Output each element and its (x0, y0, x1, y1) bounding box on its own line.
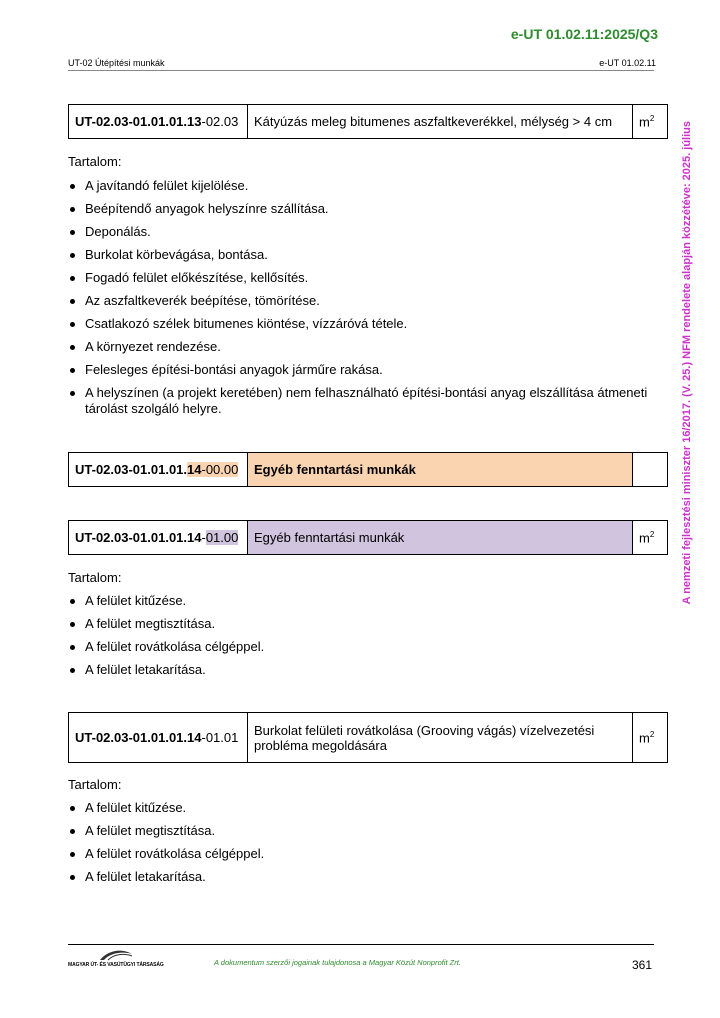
bullet-icon (70, 829, 75, 834)
content-label: Tartalom: (68, 154, 122, 169)
item-title: Egyéb fenntartási munkák (248, 521, 633, 555)
bullet-icon (70, 852, 75, 857)
bullet-icon (70, 299, 75, 304)
list-item: A javítandó felület kijelölése. (68, 178, 648, 194)
list-item: A környezet rendezése. (68, 339, 648, 355)
list-item: A felület kitűzése. (68, 800, 648, 816)
content-list (68, 178, 648, 424)
list-item: Beépítendő anyagok helyszínre szállítása. (68, 201, 648, 217)
item-title: Burkolat felületi rovátkolása (Grooving vágás) vízelvezetési probléma megoldására (248, 713, 633, 763)
page-number: 361 (631, 958, 652, 972)
bullet-icon (70, 207, 75, 212)
item-code: UT-02.03-01.01.01.14-01.00 (69, 521, 248, 555)
bullet-icon (70, 806, 75, 811)
copyright-notice: A dokumentum szerzői jogainak tulajdonosa a Magyar Közút Nonprofit Zrt. (214, 958, 461, 967)
list-item: Deponálás. (68, 224, 648, 240)
item-table-ut-02-03-01-01-01-14-00-00 (68, 452, 668, 487)
list-item: Burkolat körbevágása, bontása. (68, 247, 648, 263)
item-title: Kátyúzás meleg bitumenes aszfaltkeverékkel, mélység > 4 cm (248, 105, 633, 139)
item-table-ut-02-03-01-01-01-13-02-03 (68, 104, 668, 139)
bullet-icon (70, 322, 75, 327)
list-item: A felület letakarítása. (68, 662, 648, 678)
bullet-icon (70, 276, 75, 281)
list-item: Az aszfaltkeverék beépítése, tömörítése. (68, 293, 648, 309)
item-unit: $m^2$ (633, 521, 668, 555)
list-item: A felület kitűzése. (68, 593, 648, 609)
bullet-icon (70, 345, 75, 350)
side-note-text: A nemzeti fejlesztési miniszter 16/2017. (V. 25.) NFM rendelete alapján közzétéve: 2025. július (681, 121, 693, 605)
logo-text: MAGYAR ÚT- ÉS VASÚTÜGYI TÁRSASÁG (68, 962, 164, 968)
bullet-icon (70, 253, 75, 258)
item-table-ut-02-03-01-01-01-14-01-01 (68, 712, 668, 763)
bullet-icon (70, 184, 75, 189)
document-code: e-UT 01.02.11:2025/Q3 (510, 26, 658, 42)
item-code: UT-02.03-01.01.01.13-02.03 (69, 105, 248, 139)
item-unit: $m^2$ (633, 713, 668, 763)
publication-side-note (676, 96, 698, 630)
content-label: Tartalom: (68, 570, 122, 585)
list-item: A felület megtisztítása. (68, 616, 648, 632)
footer-divider (68, 944, 654, 945)
bullet-icon (70, 599, 75, 604)
item-title: Egyéb fenntartási munkák (248, 453, 633, 487)
bullet-icon (70, 645, 75, 650)
bullet-icon (70, 391, 75, 396)
society-logo (68, 948, 164, 972)
content-label: Tartalom: (68, 777, 122, 792)
list-item: A felület letakarítása. (68, 869, 648, 885)
logo-swoosh-icon (98, 948, 134, 962)
list-item: Csatlakozó szélek bitumenes kiöntése, vízzáróvá tétele. (68, 316, 648, 332)
list-item: A felület rovátkolása célgéppel. (68, 639, 648, 655)
content-list (68, 593, 648, 685)
bullet-icon (70, 230, 75, 235)
header-section-title: UT-02 Útépítési munkák (68, 58, 165, 68)
list-item: Fogadó felület előkészítése, kellősítés. (68, 270, 648, 286)
bullet-icon (70, 875, 75, 880)
item-unit (633, 453, 668, 487)
list-item: A felület megtisztítása. (68, 823, 648, 839)
content-list (68, 800, 648, 892)
bullet-icon (70, 622, 75, 627)
item-table-ut-02-03-01-01-01-14-01-00 (68, 520, 668, 555)
bullet-icon (70, 668, 75, 673)
item-unit: $m^2$ (633, 105, 668, 139)
header-divider (68, 70, 654, 71)
list-item: A helyszínen (a projekt keretében) nem felhasználható építési-bontási anyag elszállítása átmeneti tárolást szolgáló helyre. (68, 385, 648, 417)
item-code: UT-02.03-01.01.01.14-00.00 (69, 453, 248, 487)
list-item: A felület rovátkolása célgéppel. (68, 846, 648, 862)
header-doc-reference: e-UT 01.02.11 (599, 58, 656, 68)
bullet-icon (70, 368, 75, 373)
list-item: Felesleges építési-bontási anyagok járműre rakása. (68, 362, 648, 378)
item-code: UT-02.03-01.01.01.14-01.01 (69, 713, 248, 763)
